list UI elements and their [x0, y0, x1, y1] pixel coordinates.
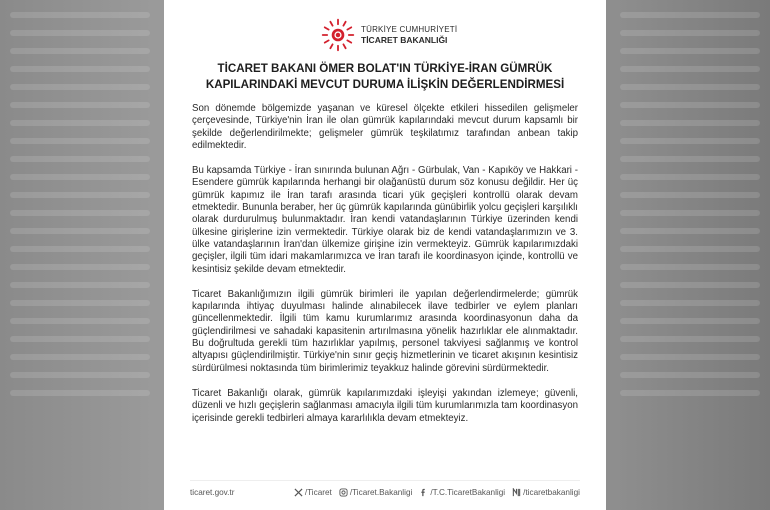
social-links	[294, 488, 580, 497]
paragraph-2: Bu kapsamda Türkiye - İran sınırında bulunan Ağrı - Gürbulak, Van - Kapıköy ve Hakkari - Esendere gümrük kapılarında herhangi bir olağanüstü durum söz konusu değildir. Her üç gümrük kapımız ile İran tarafı arasında ticari yük geçişleri kontrollü olarak devam etmektedir. Bununla beraber, her üç gümrük kapılarında günübirlik yolcu geçişleri karşılıklı olarak durdurulmuş bulunmaktadır. İran kendi vatandaşlarının Türkiye üzerinden kendi ülkesine girişlerine izin vermektedir. Türkiye olarak biz de kendi vatandaşlarımızın ve 3. ülke vatandaşlarının İran'dan ülkemize girişine izin vermekteyiz. Gümrük kapılarımızdaki geçişler, ilgili tüm idari makamlarımızca ve İran tarafı ile koordinasyon içinde, kontrollü ve kesintisiz şekilde devam etmektedir.	[192, 165, 578, 275]
social-facebook[interactable]	[419, 488, 505, 497]
logo-country-name: TÜRKİYE CUMHURİYETİ	[361, 25, 458, 34]
social-instagram[interactable]	[339, 488, 413, 497]
social-x-label: /Ticaret	[304, 487, 332, 497]
nsosyal-icon	[512, 488, 521, 497]
instagram-icon	[339, 488, 348, 497]
social-nsosyal[interactable]	[512, 488, 580, 497]
footer-divider	[190, 480, 580, 481]
ministry-logo	[320, 15, 457, 55]
facebook-icon	[419, 488, 428, 497]
ministry-emblem-icon	[320, 17, 356, 53]
paragraph-3: Ticaret Bakanlığımızın ilgili gümrük birimleri ile yapılan değerlendirmelerde; gümrük kapılarında ihtiyaç duyulması halinde alınabilecek ilave tedbirler ve eylem planları güncellenmektedir. İlgili tüm kamu kurumlarımız arasında koordinasyonun daha da güçlendirilmesi ve sahadaki kapasitenin artırılmasına yönelik hazırlıklar ele alınmaktadır. Bu doğrultuda gerekli tüm hazırlıklar yapılmış, personel takviyesi sağlanmış ve kontrol altyapısı güçlendirilmiştir. Türkiye'nin sınır geçiş hizmetlerinin ve ticaret akışının kesintisiz sürdürülmesi noktasında tüm birimlerimiz teyakkuz halinde görevini sürdürmektedir.	[192, 288, 578, 374]
social-x[interactable]	[294, 488, 332, 497]
x-icon	[294, 488, 303, 497]
document-body	[192, 103, 578, 438]
social-instagram-label: /Ticaret.Bakanligi	[349, 487, 413, 497]
logo-ministry-name: TİCARET BAKANLIĞI	[361, 35, 448, 45]
social-facebook-label: /T.C.TicaretBakanligi	[430, 487, 506, 497]
document-title: TİCARET BAKANI ÖMER BOLAT'IN TÜRKİYE-İRAN GÜMRÜK KAPILARINDAKİ MEVCUT DURUMA İLİŞKİN DEĞERLENDİRMESİ	[205, 62, 565, 91]
website-link[interactable]: ticaret.gov.tr	[190, 487, 235, 497]
footer	[190, 484, 580, 500]
blurred-text-right	[610, 0, 770, 510]
paragraph-4: Ticaret Bakanlığı olarak, gümrük kapılarımızdaki işleyişi yakından izlemeye; güvenli, düzenli ve hızlı geçişlerin sağlanması amacıyla ilgili tüm kurumlarımızla tam koordinasyon içerisinde gerekli tedbirleri almaya kararlılıkla devam etmekteyiz.	[192, 387, 578, 424]
blurred-text-left	[0, 0, 160, 510]
press-release-card	[164, 0, 606, 510]
social-nsosyal-label: /ticaretbakanligi	[523, 487, 580, 497]
paragraph-1: Son dönemde bölgemizde yaşanan ve küresel ölçekte etkileri hissedilen gelişmeler çerçevesinde, Türkiye'nin İran ile olan gümrük kapılarındaki mevcut durum kapsamlı bir şekilde değerlendirilmekte; gelişmeler gümrük teşkilatımız tarafından anbean takip edilmektedir.	[192, 103, 578, 151]
